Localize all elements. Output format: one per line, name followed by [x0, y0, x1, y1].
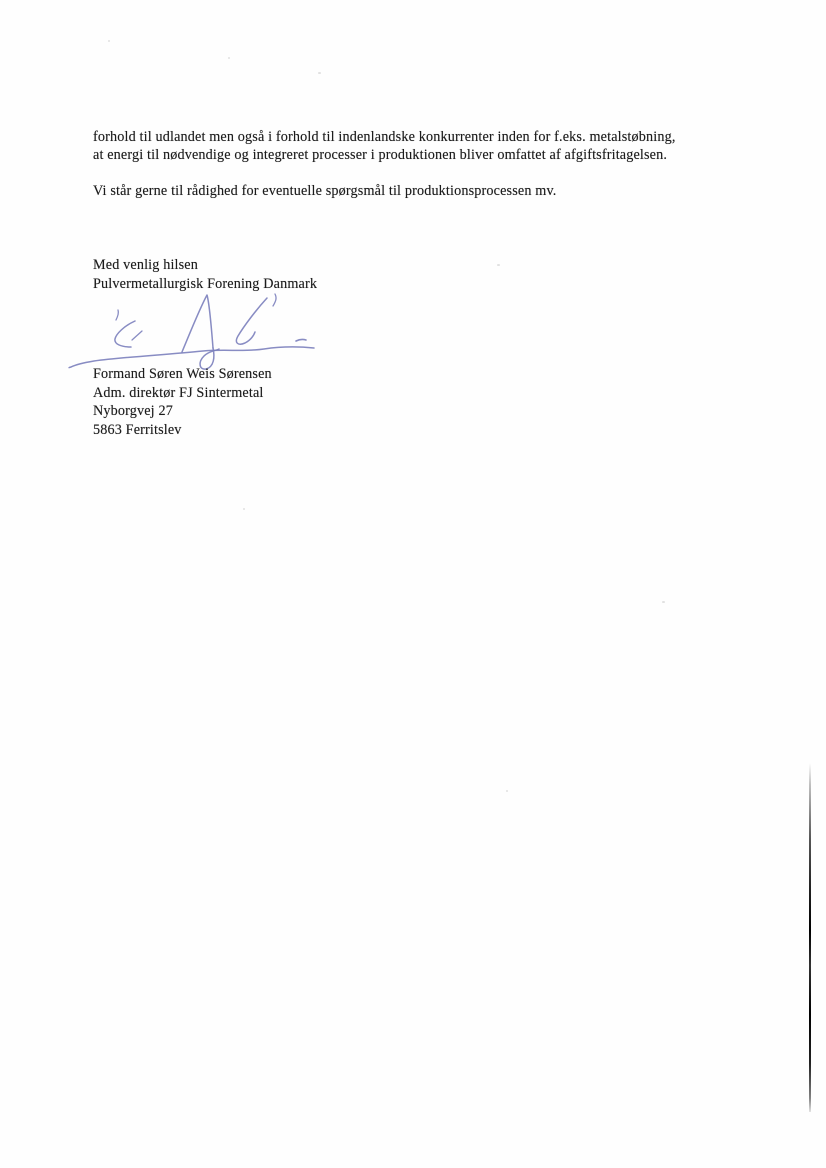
- signatory-street: Nyborgvej 27: [93, 403, 173, 419]
- scan-speck: [506, 790, 508, 792]
- scan-line-artifact: [809, 763, 811, 1112]
- signature-ink: [68, 288, 320, 376]
- signatory-name: Formand Søren Weis Sørensen: [93, 366, 272, 382]
- availability-line: Vi står gerne til rådighed for eventuelle spørgsmål til produktionsprocessen mv.: [93, 183, 557, 199]
- signatory-title: Adm. direktør FJ Sintermetal: [93, 385, 264, 401]
- scan-speck: [662, 601, 665, 603]
- closing-salutation: Med venlig hilsen: [93, 257, 199, 273]
- scan-speck: [108, 40, 110, 42]
- closing-organization: Pulvermetallurgisk Forening Danmark: [93, 276, 318, 292]
- scan-speck: [318, 72, 321, 74]
- signatory-city: 5863 Ferritslev: [93, 422, 182, 438]
- body-line-2: at energi til nødvendige og integreret processer i produktionen bliver omfattet af afgiftsfritagelsen.: [93, 147, 668, 163]
- scan-speck: [228, 57, 230, 59]
- scan-speck: [497, 264, 500, 266]
- scan-speck: [243, 508, 245, 510]
- body-line-1: forhold til udlandet men også i forhold til indenlandske konkurrenter inden for f.eks. metalstøbning,: [93, 129, 676, 145]
